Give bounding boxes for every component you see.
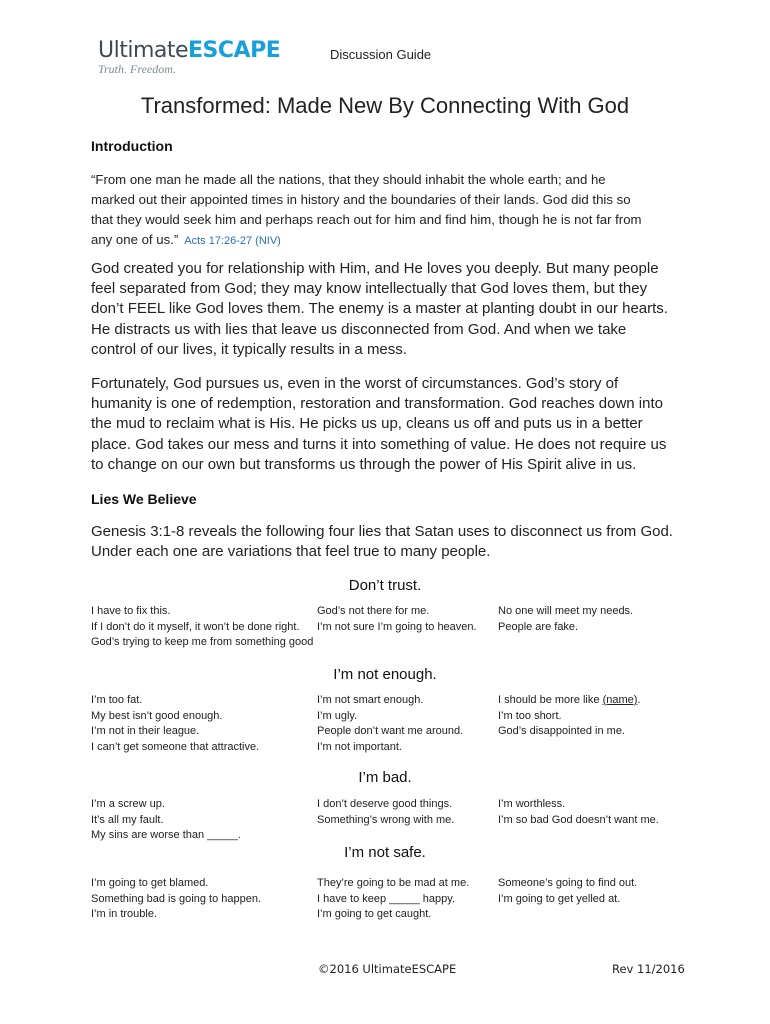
- quote-line-text: any one of us.”: [91, 232, 179, 247]
- document-title: Transformed: Made New By Connecting With God: [140, 93, 630, 118]
- lie-column: [498, 604, 633, 635]
- scripture-quote: [91, 170, 681, 251]
- lie-variation: It’s all my fault.: [91, 813, 164, 826]
- lie-variation: I’m not in their league.: [91, 725, 200, 737]
- lie-variation: Someone’s going to find out.: [498, 877, 638, 889]
- paragraph-line: Under each one are variations that feel true to many people.: [91, 543, 491, 561]
- lie-variation: God’s disappointed in me.: [498, 725, 625, 737]
- paragraph-line: control of our lives, it typically results in a mess.: [91, 340, 407, 358]
- name-placeholder: (name): [602, 694, 638, 706]
- lie-variation: God’s trying to keep me from something good: [91, 636, 314, 648]
- quote-line: “From one man he made all the nations, that they should inhabit the whole earth; and he: [91, 172, 606, 187]
- lie-variation: I’m going to get caught.: [317, 908, 432, 920]
- lie-column: [317, 693, 463, 755]
- footer-revision: Rev 11/2016: [612, 962, 685, 976]
- lie-variation: I’m not smart enough.: [317, 694, 424, 706]
- scripture-reference: Acts 17:26-27 (NIV): [184, 235, 281, 247]
- lie-variation: They’re going to be mad at me.: [317, 877, 470, 889]
- lies-heading: Lies We Believe: [91, 491, 197, 507]
- paragraph-line: to change on our own but transforms us through the power of His Spirit alive in us.: [91, 455, 637, 473]
- paragraph-line: Genesis 3:1-8 reveals the following four lies that Satan uses to disconnect us from God.: [91, 523, 673, 540]
- paragraph-line: feel separated from God; they may know intellectually that God loves them, but they: [91, 280, 648, 298]
- lie-column: [317, 604, 477, 635]
- lie-variation: Something’s wrong with me.: [317, 813, 455, 826]
- lie-variation: I’m in trouble.: [91, 908, 158, 920]
- lie-variation-period: .: [637, 694, 641, 706]
- logo-tagline: Truth. Freedom.: [98, 62, 176, 76]
- lie-heading-dont-trust: Don’t trust.: [348, 577, 422, 594]
- paragraph-line: He distracts us with lies that leave us disconnected from God. And when we take: [91, 320, 627, 338]
- paragraph-line: Fortunately, God pursues us, even in the worst of circumstances. God’s story of: [91, 375, 619, 392]
- lie-variation: I’m a screw up.: [91, 798, 165, 810]
- lie-variation: I’m going to get blamed.: [91, 877, 209, 889]
- lie-variation: I’m not important.: [317, 740, 402, 753]
- lie-variation: I’m ugly.: [317, 709, 358, 722]
- logo-word-escape: ESCAPE: [188, 38, 281, 63]
- footer-copyright: ©2016 UltimateESCAPE: [318, 962, 457, 976]
- paragraph-line: place. God takes our mess and turns it into something of value. He does not require us: [91, 435, 667, 453]
- introduction-heading: Introduction: [91, 138, 173, 154]
- quote-line: that they would seek him and perhaps reach out for him and find him, though he is not far from: [91, 212, 642, 227]
- lie-variation: I’m not sure I’m going to heaven.: [317, 620, 477, 633]
- lie-column: [498, 693, 640, 740]
- lie-variation: I don’t deserve good things.: [317, 798, 453, 810]
- lie-variation: People are fake.: [498, 620, 579, 633]
- lie-heading-bad: I’m bad.: [358, 769, 412, 786]
- lie-column: [498, 797, 659, 828]
- quote-line: marked out their appointed times in history and the boundaries of their lands. God did this so: [91, 192, 631, 207]
- lie-variation: I’m going to get yelled at.: [498, 892, 621, 905]
- lie-variation: People don’t want me around.: [317, 725, 464, 737]
- lie-column: [91, 876, 261, 923]
- header-label: Discussion Guide: [330, 47, 432, 62]
- intro-paragraph-2: [91, 374, 681, 475]
- lie-variation: My best isn’t good enough.: [91, 709, 223, 722]
- intro-paragraph-1: [91, 259, 681, 360]
- ultimate-escape-logo: [98, 38, 280, 76]
- lie-variation: God’s not there for me.: [317, 605, 430, 617]
- lie-variation: I’m too short.: [498, 709, 562, 722]
- lie-variation: I’m so bad God doesn’t want me.: [498, 813, 659, 826]
- lie-variation: I’m worthless.: [498, 798, 566, 810]
- quote-line: [91, 230, 681, 251]
- paragraph-line: God created you for relationship with Him, and He loves you deeply. But many people: [91, 260, 659, 277]
- lie-variation: My sins are worse than _____.: [91, 829, 241, 841]
- lie-variation: If I don’t do it myself, it won’t be done right.: [91, 620, 300, 633]
- lie-column: [498, 876, 637, 907]
- lie-column: [317, 797, 454, 828]
- lie-column: [91, 604, 313, 651]
- lie-heading-not-safe: I’m not safe.: [344, 844, 426, 861]
- lie-column: [91, 693, 259, 755]
- lies-intro-paragraph: [91, 522, 681, 562]
- logo-word-ultimate: Ultimate: [98, 38, 189, 63]
- lie-variation: I can’t get someone that attractive.: [91, 740, 260, 753]
- logo-wordmark: [98, 38, 280, 64]
- lie-variation: [498, 693, 640, 709]
- lie-variation: Something bad is going to happen.: [91, 892, 262, 905]
- paragraph-line: humanity is one of redemption, restoration and transformation. God reaches down into: [91, 395, 663, 413]
- paragraph-line: don’t FEEL like God loves them. The enemy is a master at planting doubt in our hearts.: [91, 300, 668, 318]
- lie-column: [91, 797, 241, 844]
- lie-variation-text: I should be more like: [498, 694, 603, 706]
- lie-column: [317, 876, 469, 923]
- lie-variation: I have to keep _____ happy.: [317, 892, 456, 905]
- lie-variation: I’m too fat.: [91, 694, 143, 706]
- lie-heading-not-enough: I’m not enough.: [333, 666, 437, 683]
- paragraph-line: the mud to reclaim what is His. He picks us up, cleans us off and puts us in a better: [91, 415, 643, 433]
- lie-variation: I have to fix this.: [91, 605, 171, 617]
- lie-variation: No one will meet my needs.: [498, 605, 634, 617]
